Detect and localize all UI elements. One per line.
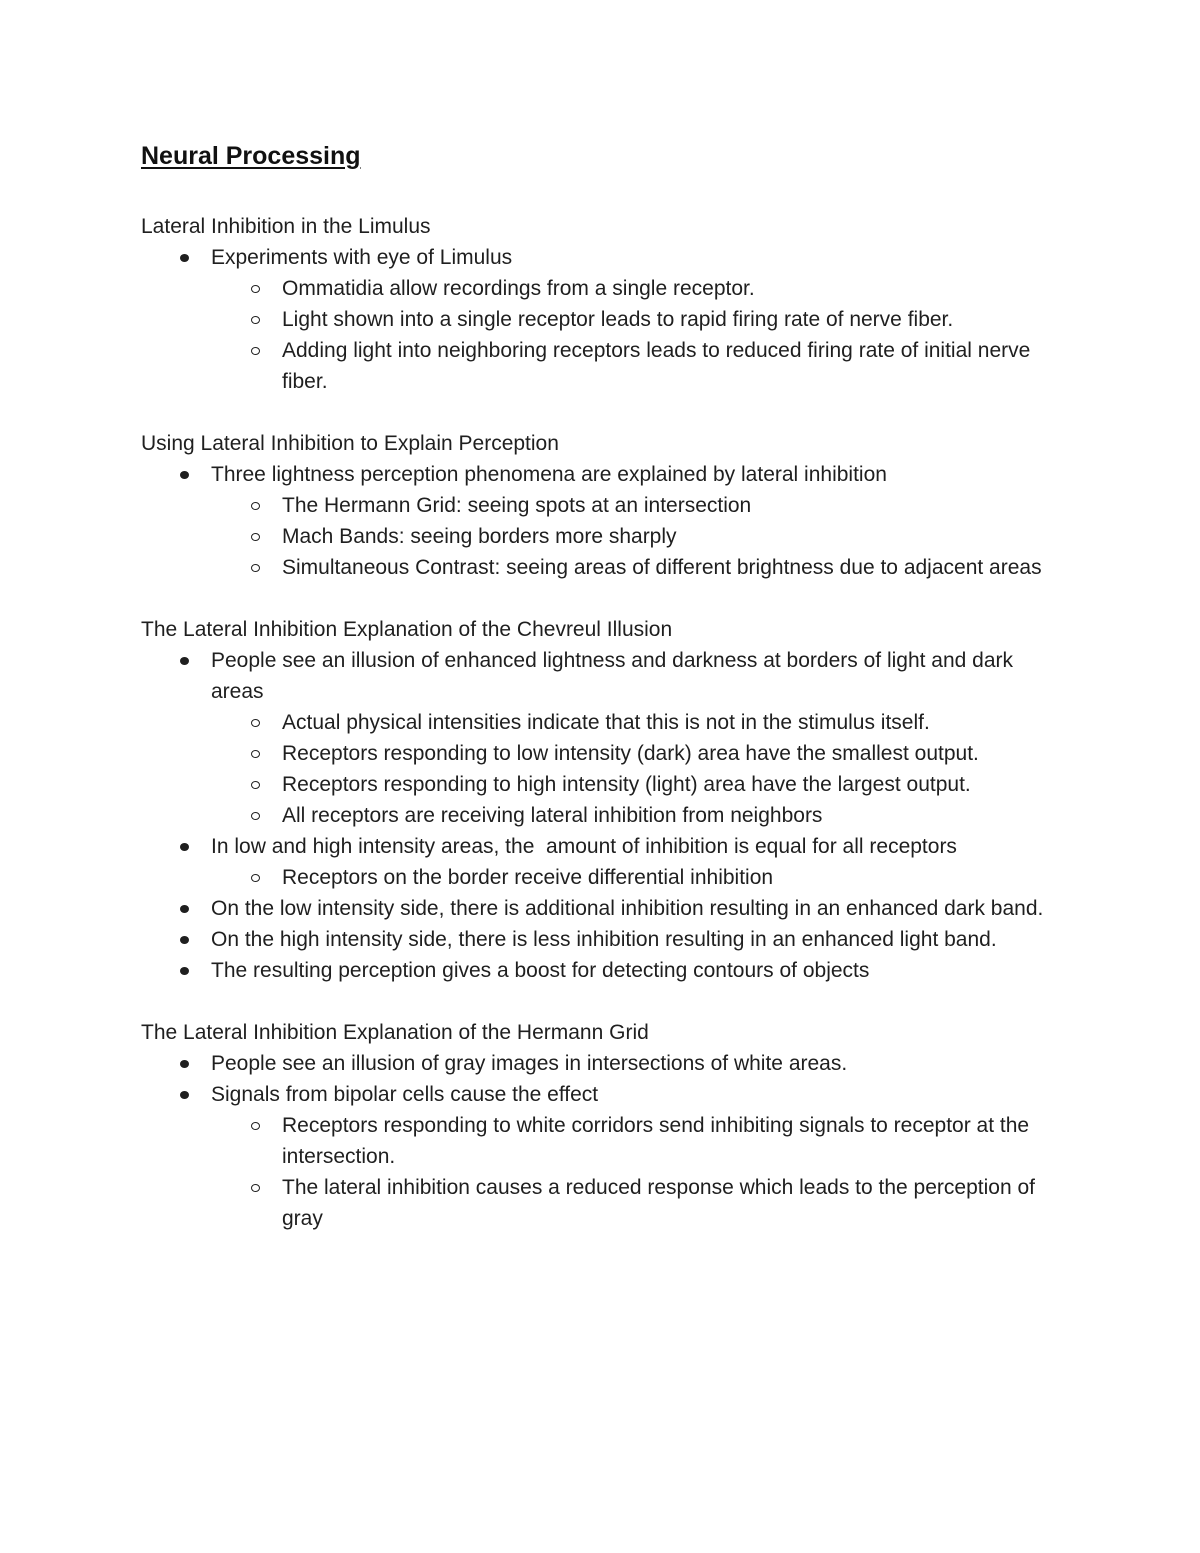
bullet-list: [141, 459, 1071, 583]
sub-list-item-text: Receptors responding to low intensity (dark) area have the smallest output.: [282, 742, 979, 765]
list-item-text: On the low intensity side, there is additional inhibition resulting in an enhanced dark band.: [211, 897, 1044, 920]
hollow-bullet-icon: [251, 533, 260, 541]
sub-list-item: [141, 769, 1071, 800]
section-heading: The Lateral Inhibition Explanation of the Hermann Grid: [141, 1021, 649, 1044]
sub-bullet-list: [141, 1110, 1071, 1234]
hollow-bullet-icon: [251, 502, 260, 510]
section-limulus: [141, 211, 1071, 397]
hollow-bullet-icon: [251, 812, 260, 820]
sub-list-item: [141, 490, 1071, 521]
sub-list-item: [141, 738, 1071, 769]
section-perception: [141, 428, 1071, 583]
list-item: [141, 955, 1071, 986]
bullet-list: [141, 1048, 1071, 1234]
hollow-bullet-icon: [251, 347, 260, 355]
list-item-text: The resulting perception gives a boost for detecting contours of objects: [211, 959, 870, 982]
hollow-bullet-icon: [251, 719, 260, 727]
sub-list-item-text: The lateral inhibition causes a reduced response which leads to the perception of gray: [282, 1176, 1035, 1230]
sub-list-item-text: Actual physical intensities indicate that this is not in the stimulus itself.: [282, 711, 930, 734]
list-item: [141, 459, 1071, 583]
section-heading: Using Lateral Inhibition to Explain Perception: [141, 432, 559, 455]
sub-bullet-list: [141, 273, 1071, 397]
list-item: [141, 1079, 1071, 1234]
filled-bullet-icon: [180, 471, 189, 479]
filled-bullet-icon: [180, 1091, 189, 1099]
list-item: [141, 924, 1071, 955]
hollow-bullet-icon: [251, 285, 260, 293]
hollow-bullet-icon: [251, 564, 260, 572]
sub-list-item: [141, 1172, 1071, 1234]
hollow-bullet-icon: [251, 874, 260, 882]
hollow-bullet-icon: [251, 1122, 260, 1130]
filled-bullet-icon: [180, 1060, 189, 1068]
filled-bullet-icon: [180, 967, 189, 975]
sub-list-item: [141, 521, 1071, 552]
filled-bullet-icon: [180, 936, 189, 944]
list-item: [141, 645, 1071, 831]
sub-list-item-text: Light shown into a single receptor leads to rapid firing rate of nerve fiber.: [282, 308, 954, 331]
filled-bullet-icon: [180, 657, 189, 665]
sub-list-item: [141, 335, 1071, 397]
section-heading: The Lateral Inhibition Explanation of the Chevreul Illusion: [141, 618, 673, 641]
sub-list-item-text: Ommatidia allow recordings from a single receptor.: [282, 277, 755, 300]
sub-list-item: [141, 1110, 1071, 1172]
list-item: [141, 242, 1071, 397]
list-item: [141, 831, 1071, 893]
filled-bullet-icon: [180, 254, 189, 262]
document-page: [141, 141, 1071, 1265]
filled-bullet-icon: [180, 843, 189, 851]
sub-list-item-text: Receptors responding to white corridors send inhibiting signals to receptor at the intersection.: [282, 1114, 1030, 1168]
list-item-text: People see an illusion of enhanced lightness and darkness at borders of light and dark areas: [211, 649, 1014, 703]
list-item-text: In low and high intensity areas, the amount of inhibition is equal for all receptors: [211, 835, 957, 858]
list-item-text: Three lightness perception phenomena are explained by lateral inhibition: [211, 463, 887, 486]
hollow-bullet-icon: [251, 750, 260, 758]
sub-list-item-text: Mach Bands: seeing borders more sharply: [282, 525, 677, 548]
list-item-text: People see an illusion of gray images in intersections of white areas.: [211, 1052, 848, 1075]
bullet-list: [141, 242, 1071, 397]
bullet-list: [141, 645, 1071, 986]
sub-list-item: [141, 552, 1071, 583]
list-item: [141, 1048, 1071, 1079]
sub-list-item-text: Receptors on the border receive differential inhibition: [282, 866, 774, 889]
hollow-bullet-icon: [251, 781, 260, 789]
sub-list-item-text: Adding light into neighboring receptors leads to reduced firing rate of initial nerve fiber.: [282, 339, 1031, 393]
sub-list-item-text: The Hermann Grid: seeing spots at an intersection: [282, 494, 752, 517]
sub-bullet-list: [141, 490, 1071, 583]
list-item: [141, 893, 1071, 924]
hollow-bullet-icon: [251, 316, 260, 324]
sub-list-item-text: Simultaneous Contrast: seeing areas of different brightness due to adjacent areas: [282, 556, 1042, 579]
sub-list-item-text: Receptors responding to high intensity (light) area have the largest output.: [282, 773, 971, 796]
section-heading: Lateral Inhibition in the Limulus: [141, 215, 431, 238]
filled-bullet-icon: [180, 905, 189, 913]
list-item-text: Signals from bipolar cells cause the effect: [211, 1083, 599, 1106]
sub-list-item: [141, 273, 1071, 304]
sub-bullet-list: [141, 862, 1071, 893]
sub-list-item: [141, 800, 1071, 831]
section-chevreul: [141, 614, 1071, 986]
hollow-bullet-icon: [251, 1184, 260, 1192]
page-title: Neural Processing: [141, 142, 361, 170]
list-item-text: Experiments with eye of Limulus: [211, 246, 513, 269]
sub-list-item: [141, 304, 1071, 335]
sub-list-item: [141, 862, 1071, 893]
sub-list-item-text: All receptors are receiving lateral inhibition from neighbors: [282, 804, 823, 827]
sub-bullet-list: [141, 707, 1071, 831]
list-item-text: On the high intensity side, there is less inhibition resulting in an enhanced light band.: [211, 928, 997, 951]
section-hermann-grid: [141, 1017, 1071, 1234]
sub-list-item: [141, 707, 1071, 738]
